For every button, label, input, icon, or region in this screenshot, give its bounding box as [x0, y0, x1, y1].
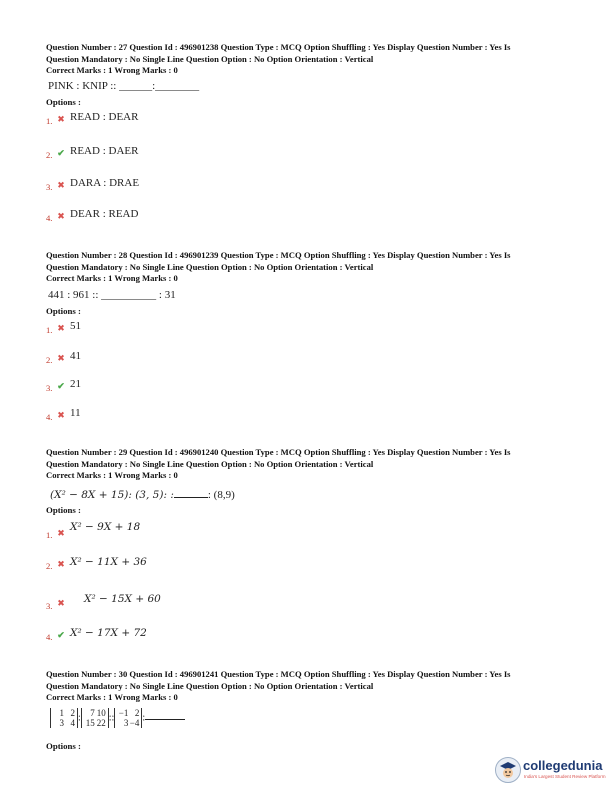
wrong-icon: ✖ [57, 180, 65, 190]
question-header: Question Number : 29 Question Id : 496901240 Question Type : MCQ Option Shuffling : Yes Display Question Number : Yes Is Question Mandatory : No Single Line Question Option : No Option Orientation : Vertical Correct Marks : 1 Wrong Marks : 0 [46, 447, 511, 481]
wrong-icon: ✖ [57, 353, 65, 363]
matrix-a: 1 2 3 4 [50, 708, 78, 728]
check-icon: ✔ [57, 148, 65, 158]
answer-blank [145, 709, 185, 720]
question-header: Question Number : 28 Question Id : 496901239 Question Type : MCQ Option Shuffling : Yes Display Question Number : Yes Is Question Mandatory : No Single Line Question Option : No Option Orientation : Vertical Correct Marks : 1 Wrong Marks : 0 [46, 250, 511, 284]
options-label: Options : [46, 306, 81, 316]
question-27: Question Number : 27 Question Id : 496901238 Question Type : MCQ Option Shuffling : Yes Display Question Number : Yes Is Question Mandatory : No Single Line Question Option : No Option Orientation : Vertical Correct Marks : 1 Wrong Marks : 0 PINK : KNIP :: ______:________ Options : 1. ✖ READ : DEAR 2. ✔ READ : DAER 3. ✖ DARA : DRAE 4. ✖ DEAR : READ [46, 42, 566, 77]
wrong-icon: ✖ [57, 559, 65, 569]
question-stem: 441 : 961 :: __________ : 31 [48, 289, 176, 301]
collegedunia-logo: collegedunia India's Largest Student Review Platform [495, 755, 607, 787]
options-label: Options : [46, 97, 81, 107]
wrong-icon: ✖ [57, 598, 65, 608]
options-label: Options : [46, 741, 81, 751]
wrong-icon: ✖ [57, 528, 65, 538]
question-stem: PINK : KNIP :: ______:________ [48, 80, 200, 92]
check-icon: ✔ [57, 630, 65, 640]
options-label: Options : [46, 505, 81, 515]
matrix-b: 7 10 15 22 [81, 708, 109, 728]
check-icon: ✔ [57, 381, 65, 391]
question-30 [46, 669, 566, 751]
question-stem: 1 2 3 4 : 7 10 15 22 :: −1 2 3−4 : [50, 708, 185, 728]
question-29: Question Number : 29 Question Id : 496901240 Question Type : MCQ Option Shuffling : Yes Display Question Number : Yes Is Question Mandatory : No Single Line Question Option : No Option Orientation : Vertical Correct Marks : 1 Wrong Marks : 0 (X² − 8X + 15): (3, 5): : : (8,9) Options : 1. ✖ X² − 9X + 18 2. ✖ X² − 11X + 36 3. ✖ X² − 15X + 60 4. ✔ X² − 17X + 72 [46, 447, 566, 482]
wrong-icon: ✖ [57, 323, 65, 333]
question-stem: (X² − 8X + 15): (3, 5): : : (8,9) [50, 489, 235, 501]
matrix-c: −1 2 3−4 [114, 708, 142, 728]
wrong-icon: ✖ [57, 410, 65, 420]
question-28: Question Number : 28 Question Id : 496901239 Question Type : MCQ Option Shuffling : Yes Display Question Number : Yes Is Question Mandatory : No Single Line Question Option : No Option Orientation : Vertical Correct Marks : 1 Wrong Marks : 0 441 : 961 :: __________ : 31 Options : 1. ✖ 51 2. ✖ 41 3. ✔ 21 4. ✖ 11 [46, 250, 566, 285]
graduate-mascot-icon [495, 757, 521, 783]
wrong-icon: ✖ [57, 114, 65, 124]
wrong-icon: ✖ [57, 211, 65, 221]
question-header: Question Number : 27 Question Id : 496901238 Question Type : MCQ Option Shuffling : Yes Display Question Number : Yes Is Question Mandatory : No Single Line Question Option : No Option Orientation : Vertical Correct Marks : 1 Wrong Marks : 0 [46, 42, 511, 76]
question-header: Question Number : 30 Question Id : 496901241 Question Type : MCQ Option Shuffling : Yes Display Question Number : Yes Is Question Mandatory : No Single Line Question Option : No Option Orientation : Vertical Correct Marks : 1 Wrong Marks : 0 [46, 669, 511, 703]
answer-blank [174, 487, 208, 498]
